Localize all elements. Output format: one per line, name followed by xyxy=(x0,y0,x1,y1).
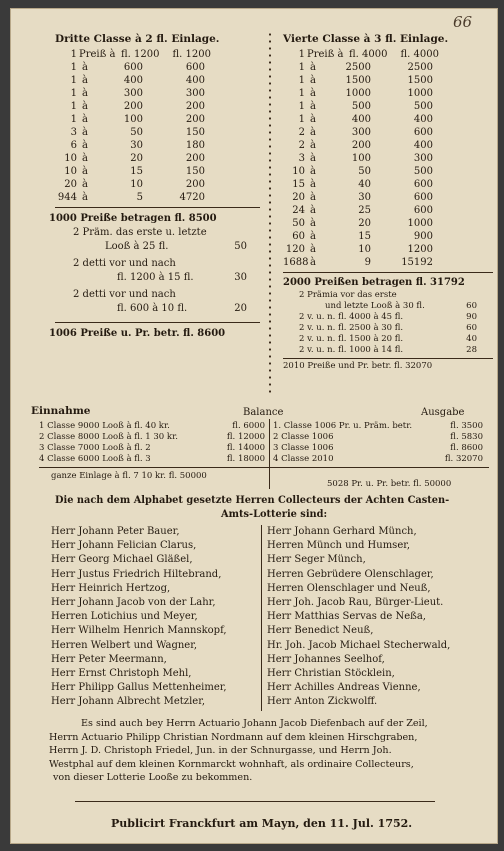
prize-row xyxy=(283,126,493,139)
collecteur-name: Herr Ernst Christoph Mehl, xyxy=(51,668,192,680)
prize-row xyxy=(283,243,493,256)
prize-row xyxy=(55,152,260,165)
ausgabe-table xyxy=(273,421,489,465)
prize-total: fl. 4000 xyxy=(400,49,439,60)
premium-value: 28 xyxy=(466,345,477,355)
prize-unit: à xyxy=(310,231,316,242)
prize-count: 60 xyxy=(292,231,305,242)
prize-row xyxy=(283,113,493,126)
balance-value: fl. 32070 xyxy=(444,454,483,464)
prize-total: 1500 xyxy=(407,75,433,86)
prize-unit: à xyxy=(310,62,316,73)
prize-total: 500 xyxy=(413,166,433,177)
prize-row xyxy=(55,178,260,191)
prize-row xyxy=(55,191,260,204)
class4-premium-list xyxy=(283,312,493,356)
prize-total: 600 xyxy=(413,179,433,190)
prize-count: 944 xyxy=(57,192,77,203)
prize-unit: à xyxy=(82,166,88,177)
prize-row xyxy=(55,113,260,126)
prize-count: 1 xyxy=(70,75,77,86)
prize-unit: à xyxy=(310,114,316,125)
prize-total: 600 xyxy=(413,205,433,216)
premium-value: 40 xyxy=(466,334,477,344)
balance-value: fl. 3500 xyxy=(450,421,483,431)
prize-total: 900 xyxy=(413,231,433,242)
prize-count: 1 xyxy=(70,101,77,112)
balance-row xyxy=(39,454,271,465)
prize-amount: 2500 xyxy=(345,62,371,73)
prize-count: 15 xyxy=(292,179,305,190)
prize-row xyxy=(283,61,493,74)
prize-count: 24 xyxy=(292,205,305,216)
prize-row xyxy=(283,256,493,269)
prize-amount: 40 xyxy=(358,179,371,190)
prize-amount: 25 xyxy=(358,205,371,216)
prize-row xyxy=(55,87,260,100)
class3-premium-1a: 2 Präm. das erste u. letzte xyxy=(73,227,207,238)
prize-count: 20 xyxy=(292,192,305,203)
closing-paragraph xyxy=(49,717,495,785)
collecteur-name: Herr Anton Zickwolff. xyxy=(267,696,378,708)
collecteurs-intro-2: Amts-Lotterie sind: xyxy=(221,509,328,520)
prize-count: 1 xyxy=(298,114,305,125)
ausgabe-total: 5028 Pr. u. Pr. betr. fl. 50000 xyxy=(327,479,452,489)
prize-amount: 500 xyxy=(351,101,371,112)
collecteur-name: Hr. Joh. Jacob Michael Stecherwald, xyxy=(267,639,451,651)
prize-count: 1688 xyxy=(283,257,309,268)
prize-unit: à xyxy=(310,218,316,229)
premium-row xyxy=(299,345,493,356)
prize-total: 300 xyxy=(413,153,433,164)
prize-total: 1000 xyxy=(407,218,433,229)
class3-total: 1000 Preiße betragen fl. 8500 xyxy=(49,213,217,224)
prize-count: 1 xyxy=(70,62,77,73)
prize-total: 300 xyxy=(185,88,205,99)
prize-unit: à xyxy=(82,114,88,125)
ausgabe-title: Ausgabe xyxy=(421,407,465,418)
prize-unit: Preiß à xyxy=(79,49,116,60)
prize-amount: 100 xyxy=(351,153,371,164)
prize-amount: fl. 4000 xyxy=(349,49,388,60)
collecteur-name: Herr Georg Michael Gläßel, xyxy=(51,554,193,566)
balance-label: 3 Classe 7000 Looß à fl. 2 xyxy=(39,443,151,453)
prize-unit: à xyxy=(82,127,88,138)
prize-unit: à xyxy=(82,101,88,112)
prize-total: 1200 xyxy=(407,244,433,255)
prize-row xyxy=(283,204,493,217)
prize-total: 400 xyxy=(413,140,433,151)
prize-count: 1 xyxy=(298,62,305,73)
prize-row xyxy=(55,74,260,87)
prize-row xyxy=(283,178,493,191)
collecteurs-intro-1: Die nach dem Alphabet gesetzte Herren Collecteurs der Achten Casten- xyxy=(55,495,450,506)
class3-premium-1-value: 50 xyxy=(234,241,247,252)
prize-row xyxy=(283,230,493,243)
prize-unit: à xyxy=(310,140,316,151)
class4-premium-intro-value: 60 xyxy=(466,301,477,311)
prize-count: 6 xyxy=(70,140,77,151)
prize-total: 4720 xyxy=(179,192,205,203)
prize-row xyxy=(55,165,260,178)
balance-value: fl. 5830 xyxy=(450,432,483,442)
balance-label: 1 Classe 9000 Looß à fl. 40 kr. xyxy=(39,421,170,431)
prize-row xyxy=(283,74,493,87)
premium-label: 2 v. u. n. fl. 1000 à 14 fl. xyxy=(299,345,404,355)
balance-value: fl. 14000 xyxy=(226,443,265,453)
prize-count: 10 xyxy=(292,166,305,177)
class3-premium-3-value: 20 xyxy=(234,303,247,314)
prize-unit: à xyxy=(310,257,316,268)
class3-premium-2b: fl. 1200 à 15 fl. xyxy=(117,272,194,283)
collecteur-name: Herr Matthias Servas de Neßa, xyxy=(267,611,426,623)
prize-count: 10 xyxy=(64,153,77,164)
prize-unit: à xyxy=(82,88,88,99)
balance-value: fl. 12000 xyxy=(226,432,265,442)
prize-row xyxy=(55,100,260,113)
prize-unit: à xyxy=(310,179,316,190)
prize-total: 150 xyxy=(185,127,205,138)
collecteur-name: Herr Johannes Seelhof, xyxy=(267,653,385,665)
collecteur-name: Herr Johann Jacob von der Lahr, xyxy=(51,597,216,609)
class3-premium-3a: 2 detti vor und nach xyxy=(73,289,176,300)
lottery-sheet xyxy=(10,8,498,844)
prize-row xyxy=(283,152,493,165)
collecteurs-right-list xyxy=(267,525,495,710)
class3-grand-total: 1006 Preiße u. Pr. betr. fl. 8600 xyxy=(49,328,226,339)
prize-count: 2 xyxy=(298,127,305,138)
prize-amount: 400 xyxy=(123,75,143,86)
prize-total: 400 xyxy=(185,75,205,86)
names-divider xyxy=(261,525,262,711)
prize-amount: 20 xyxy=(358,218,371,229)
prize-count: 1 xyxy=(298,75,305,86)
prize-unit: à xyxy=(82,179,88,190)
prize-unit: à xyxy=(82,140,88,151)
divider xyxy=(283,272,493,273)
prize-count: 1 xyxy=(298,88,305,99)
prize-amount: 50 xyxy=(130,127,143,138)
prize-row xyxy=(55,139,260,152)
prize-total: 400 xyxy=(413,114,433,125)
prize-count: 3 xyxy=(298,153,305,164)
einnahme-table xyxy=(39,421,271,465)
balance-row xyxy=(273,443,489,454)
balance-row xyxy=(39,421,271,432)
divider xyxy=(55,322,260,323)
prize-amount: 1500 xyxy=(345,75,371,86)
prize-total: 500 xyxy=(413,101,433,112)
prize-count: 2 xyxy=(298,140,305,151)
collecteur-name: Herren Welbert und Wagner, xyxy=(51,639,198,651)
closing-line: Herrn J. D. Christoph Friedel, Jun. in der Schnurgasse, und Herrn Joh. xyxy=(49,745,392,756)
collecteur-name: Herren Gebrüdere Olenschlager, xyxy=(267,568,434,580)
prize-count: 1 xyxy=(298,101,305,112)
prize-row xyxy=(283,217,493,230)
divider xyxy=(283,358,493,359)
prize-total: 180 xyxy=(185,140,205,151)
prize-amount: 200 xyxy=(123,101,143,112)
balance-title: Balance xyxy=(243,407,284,418)
prize-total: fl. 1200 xyxy=(172,49,211,60)
class3-premium-2a: 2 detti vor und nach xyxy=(73,258,176,269)
collecteur-name: Herr Johann Gerhard Münch, xyxy=(267,526,417,537)
balance-label: 2 Classe 1006 xyxy=(273,432,334,442)
closing-line: Westphal auf dem kleinen Kornmarckt wohnhaft, als ordinaire Collecteurs, xyxy=(49,758,414,770)
divider xyxy=(39,467,489,468)
collecteur-name: Herr Achilles Andreas Vienne, xyxy=(267,682,421,694)
balance-label: 2 Classe 8000 Looß à fl. 1 30 kr. xyxy=(39,432,178,442)
prize-amount: 15 xyxy=(358,231,371,242)
premium-value: 60 xyxy=(466,323,477,333)
prize-amount: 600 xyxy=(123,62,143,73)
balance-row xyxy=(273,454,489,465)
collecteurs-left-list xyxy=(51,525,259,710)
prize-amount: 30 xyxy=(130,140,143,151)
prize-unit: à xyxy=(82,192,88,203)
prize-unit: à xyxy=(82,153,88,164)
prize-unit: à xyxy=(82,62,88,73)
collecteur-name: Herr Heinrich Hertzog, xyxy=(51,582,171,594)
collecteur-name: Herr Christian Stöcklein, xyxy=(267,668,395,680)
class3-premium-1b: Looß à 25 fl. xyxy=(105,241,169,252)
prize-amount: fl. 1200 xyxy=(121,49,160,60)
prize-unit: à xyxy=(310,88,316,99)
divider xyxy=(75,801,435,802)
collecteur-name: Herren Lotichius und Meyer, xyxy=(51,611,198,623)
class4-premium-intro-a: 2 Prämia vor das erste xyxy=(299,290,397,300)
prize-row xyxy=(283,100,493,113)
prize-row xyxy=(55,61,260,74)
collecteur-name: Herr Peter Meermann, xyxy=(51,653,167,665)
balance-value: fl. 18000 xyxy=(226,454,265,464)
balance-row xyxy=(273,421,489,432)
collecteur-name: Herr Johann Peter Bauer, xyxy=(51,526,180,537)
prize-row xyxy=(283,48,493,61)
class4-grand-total: 2010 Preiße und Pr. betr. fl. 32070 xyxy=(283,361,433,371)
prize-count: 20 xyxy=(64,179,77,190)
balance-label: 1. Classe 1006 Pr. u. Präm. betr. xyxy=(273,421,413,431)
premium-label: 2 v. u. n. fl. 1500 à 20 fl. xyxy=(299,334,404,344)
prize-count: 50 xyxy=(292,218,305,229)
prize-total: 15192 xyxy=(401,257,433,268)
prize-total: 150 xyxy=(185,166,205,177)
prize-unit: Preiß à xyxy=(307,49,344,60)
page-number: 66 xyxy=(453,13,473,31)
class4-premium-intro-b: und letzte Looß à 30 fl. xyxy=(325,301,425,311)
prize-amount: 50 xyxy=(358,166,371,177)
prize-amount: 5 xyxy=(136,192,143,203)
closing-line: Herrn Actuario Philipp Christian Nordmann auf dem kleinen Hirschgraben, xyxy=(49,731,418,743)
prize-total: 200 xyxy=(185,101,205,112)
collecteur-name: Herr Wilhelm Henrich Mannskopf, xyxy=(51,625,227,637)
closing-line: Es sind auch bey Herrn Actuario Johann Jacob Diefenbach auf der Zeil, xyxy=(81,718,428,729)
balance-label: 4 Classe 6000 Looß à fl. 3 xyxy=(39,454,151,464)
prize-amount: 10 xyxy=(358,244,371,255)
class4-section xyxy=(283,33,493,372)
prize-total: 1000 xyxy=(407,88,433,99)
einnahme-title: Einnahme xyxy=(31,405,91,417)
prize-amount: 9 xyxy=(364,257,371,268)
premium-label: 2 v. u. n. fl. 2500 à 30 fl. xyxy=(299,323,404,333)
prize-count: 1 xyxy=(298,49,305,60)
collecteur-name: Herr Philipp Gallus Mettenheimer, xyxy=(51,682,227,694)
premium-label: 2 v. u. n. fl. 4000 à 45 fl. xyxy=(299,312,404,322)
prize-row xyxy=(283,191,493,204)
class4-header: Vierte Classe à 3 fl. Einlage. xyxy=(283,33,449,45)
prize-unit: à xyxy=(310,127,316,138)
premium-row xyxy=(299,312,493,323)
class3-premium-2-value: 30 xyxy=(234,272,247,283)
prize-unit: à xyxy=(310,153,316,164)
class3-section xyxy=(49,33,260,341)
prize-total: 200 xyxy=(185,114,205,125)
class4-table xyxy=(283,48,493,269)
prize-row xyxy=(55,48,260,61)
prize-total: 2500 xyxy=(407,62,433,73)
prize-row xyxy=(283,87,493,100)
premium-row xyxy=(299,334,493,345)
prize-count: 1 xyxy=(70,88,77,99)
class3-premium-3b: fl. 600 à 10 fl. xyxy=(117,303,188,314)
prize-unit: à xyxy=(310,205,316,216)
collecteur-name: Herr Benedict Neuß, xyxy=(267,625,374,637)
prize-count: 1 xyxy=(70,49,77,60)
prize-unit: à xyxy=(310,166,316,177)
prize-amount: 20 xyxy=(130,153,143,164)
collecteur-name: Herr Joh. Jacob Rau, Bürger-Lieut. xyxy=(267,597,444,609)
collecteur-name: Herren Münch und Humser, xyxy=(267,540,411,552)
balance-label: 4 Classe 2010 xyxy=(273,454,334,464)
prize-unit: à xyxy=(310,75,316,86)
prize-row xyxy=(283,165,493,178)
divider xyxy=(55,207,260,208)
prize-amount: 100 xyxy=(123,114,143,125)
prize-count: 1 xyxy=(70,114,77,125)
prize-unit: à xyxy=(310,244,316,255)
prize-amount: 200 xyxy=(351,140,371,151)
prize-row xyxy=(55,126,260,139)
prize-unit: à xyxy=(82,75,88,86)
prize-amount: 300 xyxy=(351,127,371,138)
collecteur-name: Herr Johann Albrecht Metzler, xyxy=(51,696,206,708)
balance-divider xyxy=(269,419,270,489)
collecteur-name: Herren Olenschlager und Neuß, xyxy=(267,582,431,594)
collecteur-name: Herr Justus Friedrich Hiltebrand, xyxy=(51,568,222,580)
balance-label: 3 Classe 1006 xyxy=(273,443,334,453)
prize-row xyxy=(283,139,493,152)
prize-total: 200 xyxy=(185,179,205,190)
balance-row xyxy=(39,432,271,443)
prize-total: 600 xyxy=(413,127,433,138)
publication-line: Publicirt Franckfurt am Mayn, den 11. Jul. 1752. xyxy=(111,817,413,830)
class4-total: 2000 Preißen betragen fl. 31792 xyxy=(283,277,465,288)
balance-value: fl. 8600 xyxy=(450,443,483,453)
prize-amount: 10 xyxy=(130,179,143,190)
closing-line: von dieser Lotterie Looße zu bekommen. xyxy=(53,772,253,783)
prize-amount: 300 xyxy=(123,88,143,99)
prize-total: 200 xyxy=(185,153,205,164)
einnahme-total: ganze Einlage à fl. 7 10 kr. fl. 50000 xyxy=(51,471,207,481)
prize-count: 120 xyxy=(285,244,305,255)
collecteur-name: Herr Seger Münch, xyxy=(267,554,366,566)
prize-count: 3 xyxy=(70,127,77,138)
balance-row xyxy=(273,432,489,443)
prize-unit: à xyxy=(310,101,316,112)
premium-row xyxy=(299,323,493,334)
prize-amount: 1000 xyxy=(345,88,371,99)
prize-amount: 400 xyxy=(351,114,371,125)
balance-value: fl. 6000 xyxy=(232,421,265,431)
prize-amount: 30 xyxy=(358,192,371,203)
prize-amount: 15 xyxy=(130,166,143,177)
premium-value: 90 xyxy=(466,312,477,322)
balance-row xyxy=(39,443,271,454)
class3-table xyxy=(55,48,260,204)
prize-total: 600 xyxy=(185,62,205,73)
prize-count: 10 xyxy=(64,166,77,177)
class3-header: Dritte Classe à 2 fl. Einlage. xyxy=(55,33,220,45)
collecteur-name: Herr Johann Felician Clarus, xyxy=(51,540,197,552)
prize-unit: à xyxy=(310,192,316,203)
dotted-separator xyxy=(266,31,274,393)
prize-total: 600 xyxy=(413,192,433,203)
